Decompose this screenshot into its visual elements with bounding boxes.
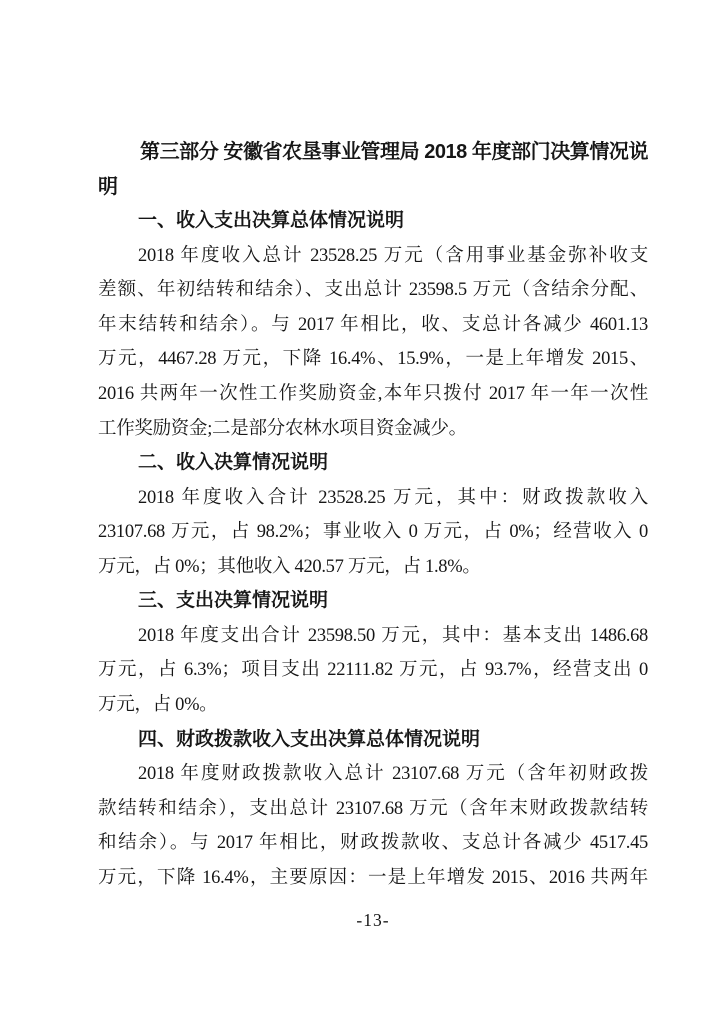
- body-line: 2016 共两年一次性工作奖励资金,本年只拨付 2017 年一年一次性: [98, 383, 648, 404]
- title-line: 第三部分 安徽省农垦事业管理局 2018 年度部门决算情况说: [140, 141, 648, 163]
- body-line: 万元，占 0%。: [98, 695, 218, 715]
- body-line: 2018 年度收入总计 23528.25 万元（含用事业基金弥补收支: [138, 245, 648, 266]
- section-heading: 四、财政拨款收入支出决算总体情况说明: [138, 728, 481, 750]
- body-line: 万元，下降 16.4%，主要原因：一是上年增发 2015、2016 共两年: [98, 867, 648, 888]
- body-line: 工作奖励资金;二是部分农林水项目资金减少。: [98, 418, 467, 439]
- body-line: 2018 年度收入合计 23528.25 万元，其中：财政拨款收入: [138, 487, 648, 508]
- body-line: 万元，占 6.3%；项目支出 22111.82 万元，占 93.7%，经营支出 0: [98, 660, 648, 681]
- body-line: 年末结转和结余）。与 2017 年相比，收、支总计各减少 4601.13: [98, 314, 648, 335]
- body-line: 差额、年初结转和结余）、支出总计 23598.5 万元（含结余分配、: [98, 280, 648, 301]
- section-heading: 一、收入支出决算总体情况说明: [138, 210, 405, 232]
- section-heading: 三、支出决算情况说明: [138, 590, 329, 612]
- title-line: 明: [98, 175, 118, 198]
- body-line: 2018 年度支出合计 23598.50 万元，其中：基本支出 1486.68: [138, 625, 648, 646]
- document-text: [98, 135, 648, 895]
- body-line: 万元，占 0%；其他收入 420.57 万元，占 1.8%。: [98, 556, 481, 577]
- page-number: -13-: [356, 910, 390, 930]
- body-line: 2018 年度财政拨款收入总计 23107.68 万元（含年初财政拨: [138, 764, 648, 785]
- body-line: 23107.68 万元，占 98.2%；事业收入 0 万元，占 0%；经营收入 0: [98, 522, 648, 543]
- body-line: 款结转和结余），支出总计 23107.68 万元（含年末财政拨款结转: [98, 798, 648, 819]
- section-heading: 二、收入决算情况说明: [138, 452, 329, 474]
- body-line: 和结余）。与 2017 年相比，财政拨款收、支总计各减少 4517.45: [98, 833, 648, 854]
- body-line: 万元，4467.28 万元，下降 16.4%、15.9%，一是上年增发 2015、: [98, 349, 648, 370]
